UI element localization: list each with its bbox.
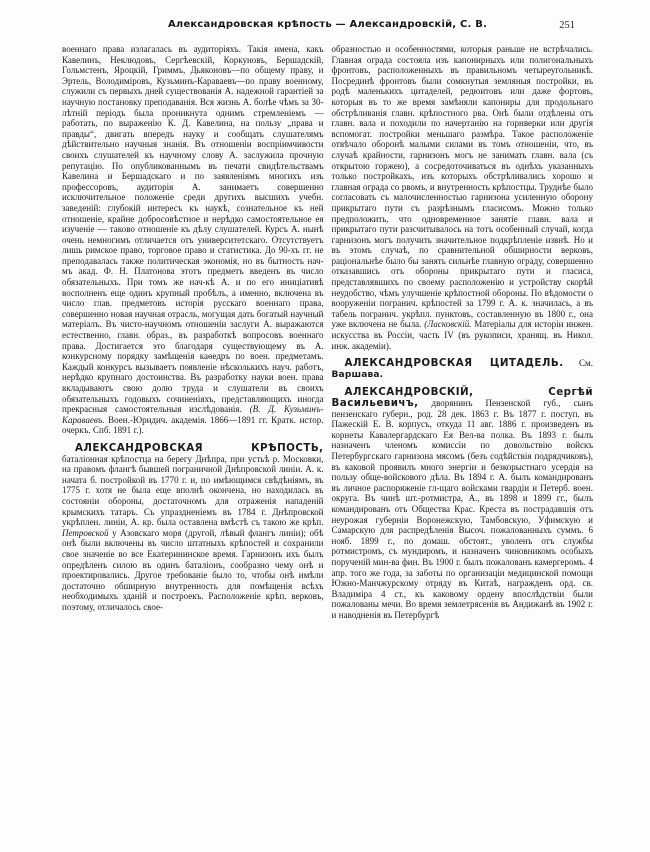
- text-columns: [62, 44, 593, 806]
- paragraph-academy-continuation: [62, 44, 324, 436]
- running-header: [62, 19, 593, 35]
- entry-aleksandrovskij-sergej: [332, 387, 594, 620]
- entry-heading-text: АЛЕКСАНДРОВСКАЯ ЦИТАДЕЛЬ.: [344, 357, 564, 370]
- italic-text: Петровской: [62, 527, 109, 538]
- italic-text: (В. Д. Кузьминъ-Караваевъ.: [62, 404, 324, 425]
- paragraph-krepost-continuation: [332, 44, 594, 351]
- page-number: 251: [559, 20, 575, 31]
- entry-aleksandrovskaya-krepost: [62, 443, 324, 613]
- bold-reference-text: Варшава.: [331, 369, 384, 380]
- body-text: См.: [563, 358, 593, 369]
- left-column: [62, 44, 324, 806]
- entry-heading-text: АЛЕКСАНДРОВСКАЯ КРѢПОСТЬ,: [75, 441, 324, 454]
- running-header-title: Александровская крѣпость — Александровскій, С. В.: [167, 19, 488, 30]
- body-text: образностью и особенностями, которыя раньше не встрѣчались. Главная ограда состояла изъ капонирныхъ или полигональныхъ фронтовъ, расположенныхъ въ правильномъ четыреугольникѣ. Посрединѣ фронтовъ были сомкнутыя земляныя постройки, въ родѣ маленькихъ цитаделей, редюитовъ или даже фортовъ, которыя въ то же время замѣняли капониры для продольнаго обстрѣливанія главн. крѣпостного рва. Онѣ были отдѣлены отъ главн. вала и походили по начертанію на горнверки или другія вспомогат. постройки меньшаго размѣра. Такое расположеніе отвѣчало оборонѣ малыми силами въ томъ отношеніи, что, въ случаѣ крайности, гарнизонъ могъ не занимать главн. вала (съ открытою горжею), а сосредоточиваться въ однѣхъ указанныхъ только постройкахъ, изъ которыхъ обстрѣливались хорошо и главная ограда со рвомъ, и внутренность крѣпостцы. Труднѣе было согласовать съ малочисленностью гарнизона усиленную оборону прикрытаго пути съ разрѣзнымъ гласисомъ. Можно только предположить, что одновременное занятіе главн. вала и прикрытаго пути разсчитывалось на тотъ особенный случай, когда гарнизонъ могъ получить значительное подкрѣпленіе извнѣ. Но и въ этомъ случаѣ, по сравнительной обширности верковъ, раціональнѣе было бы занять сильнѣе главную ограду, совершенно отказавшись отъ обороны прикрытаго пути и гласиса, представлявшихъ по своему расположенію и устройству скорѣй неудобство, чѣмъ улучшеніе крѣпостной обороны. По вѣдомости о вооруженіи погранич. крѣпостей за 1799 г. А. к. значилась, а въ табель погранич. укрѣпл. пунктовъ, составленную въ 1800 г., она уже включена не была.: [331, 44, 593, 330]
- right-column: [332, 44, 594, 806]
- entry-aleksandrovskaya-citadel: [332, 358, 594, 380]
- entry-heading-text: АЛЕКСАНДРОВСКІЙ, Сергѣй Васильевичъ,: [331, 386, 593, 409]
- body-text: военнаго права излагалась въ аудиторіяхъ. Такія имена, какъ Кавелинъ, Неклюдовъ, Сергѣевскій, Коркуновъ, Бершадскій, Гольмстенъ, Яроцкій, Гриммъ, Дьяконовъ—по общему праву, и Эртель, Володиміровъ, Кузьминъ-Караваевъ—по праву военному, служили съ первыхъ дней существованія А. надежной гарантіей за научную постановку преподаванія. Вся жизнь А. болѣе чѣмъ за 30-лѣтній періодъ была проникнута однимъ стремленіемъ — работать, по выраженію К. Д. Кавелина, на пользу „права и правды“, двигать впередъ науку и сообщать слушателямъ дѣйствительно научныя знанія. Въ отношеніи воспріимчивости своихъ слушателей къ научному слову А. заслужила прочную репутацію. По опубликованнымъ въ печати свидѣтельствамъ Кавелина и Бершадскаго и по заявленіямъ многихъ изъ профессоровъ, аудиторія А. занимаетъ совершенно исключительное положеніе среди другихъ высшихъ учебн. заведеній: глубокій интересъ къ наукѣ, сознательное къ ней отношеніе, крайне добросовѣстное и нерѣдко самостоятельное ея изученіе — таково отношеніе къ дѣлу слушателей. Курсъ А. нынѣ очень немногимъ отличается отъ университетскаго. Отсутствуетъ лишь римское право, торговое право и статистика. До 90-хъ гг. не преподавалась также политическая экономія, но въ бытность нач-мъ акад. Ф. Н. Платонова этотъ предметъ введенъ въ число обязательныхъ. При томъ же нач-кѣ А. и по его иниціативѣ восполненъ еще одинъ крупный пробѣлъ, а именно, включена въ число глав. предметовъ исторія русскаго военнаго права, совершенно новая научная отрасль, могущая дать богатый научный матеріалъ. Въ чисто-научномъ отношеніи заслуги А. выражаются естественно, главн. образ., въ разработкѣ вопросовъ военнаго права. Достигается это благодаря существующему въ А. конкурсному порядку замѣщенія каѳедръ по воен. предметамъ. Каждый конкурсъ вызываетъ появленіе нѣсколькихъ науч. работъ, нерѣдко крупнаго достоинства. Въ разработку науки воен. права вкладываютъ свою долю труда и слушатели въ своихъ обязательныхъ годовыхъ сочиненіяхъ, представляющихъ иногда прекрасныя самостоятельныя изслѣдованія.: [62, 44, 324, 415]
- body-text: у Азовскаго моря (другой, лѣвый флангъ линіи); обѣ онѣ были включены въ число штатныхъ крѣпостей и сохранили свое значеніе во все Екатерининское время. Гарнизонъ ихъ былъ опредѣленъ силою въ одинъ баталіонъ, сообразно чему онѣ и проектировались. Другое требованіе было то, чтобы онѣ имѣли достаточно обширную внутренность для помѣщенія всѣхъ необходимыхъ зданій и построекъ. Расположеніе крѣп. верковъ, поэтому, отличалось свое-: [62, 527, 324, 612]
- body-text: Воен.-Юридич. академія. 1866—1891 гг. Кратк. истор. очеркъ. Спб. 1891 г.).: [62, 414, 324, 436]
- body-text: дворянинъ Пензенской губ., сынъ пензенскаго губерн., род. 28 дек. 1863 г. Въ 1877 г. поступ. въ Пажескій Е. В. корпусъ, откуда 11 авг. 1886 г. произведенъ въ корнеты Кавалергардскаго Ея Вел-ва полка. Въ 1893 г. былъ назначенъ членомъ комиссіи по довольствію войскъ Петербургскаго гарнизона мясомъ (безъ содѣйствія подрядчиковъ), въ каковой проявилъ много энергіи и безкорыстнаго усердія на пользу обще-войскового дѣла. Въ 1894 г. А. былъ командированъ въ личное распоряженіе гл-щаго войсками гвардіи и Петерб. воен. округа. Въ чинѣ шт.-ротмистра, А., въ 1898 и 1899 гг., былъ командированъ отъ Общества Крас. Креста въ пострадавшія отъ неурожая губерніи Воронежскую, Тамбовскую, Уфимскую и Самарскую для распредѣленія Высоч. пожалованныхъ суммъ. 6 нояб. 1899 г., по домаш. обстоят., уволенъ отъ службы ротмистромъ, съ мундиромъ, и назначенъ чиновникомъ особыхъ порученій мин-ва фин. Въ 1900 г. былъ пожалованъ камергеромъ. 4 апр. того же года, за заботы по организаціи медицинской помощи Южно-Манчжурскому отряду въ Китаѣ, награжденъ орд. св. Владиміра 4 ст., къ каковому ордену впослѣдствіи были пожалованы мечи. Во время землетрясенія въ Андижанѣ въ 1902 г. и наводненія въ Петербургѣ: [331, 398, 593, 620]
- body-text: баталіонная крѣпостца на берегу Днѣпра, при устьѣ р. Московки, на правомъ флангѣ бывшей пограничной Днѣпровской линіи. А. к. начата б. постройкой въ 1770 г. и, по имѣющимся свѣдѣніямъ, въ 1775 г. хотя не была еще вполнѣ окончена, но находилась въ состояніи обороны, достаточномъ для отраженія нападеній крымскихъ татаръ. Съ упраздненіемъ въ 1784 г. Днѣпровской укрѣплен. линіи, А. кр. была оставлена вмѣстѣ съ такою же крѣп.: [62, 453, 324, 528]
- body-text: Матеріалы для исторіи инжен. искусства въ Россіи, часть IV (въ рукописи, хранящ. въ Никол. инж. академіи).: [331, 319, 593, 351]
- italic-text: (Ласковскій.: [424, 319, 472, 330]
